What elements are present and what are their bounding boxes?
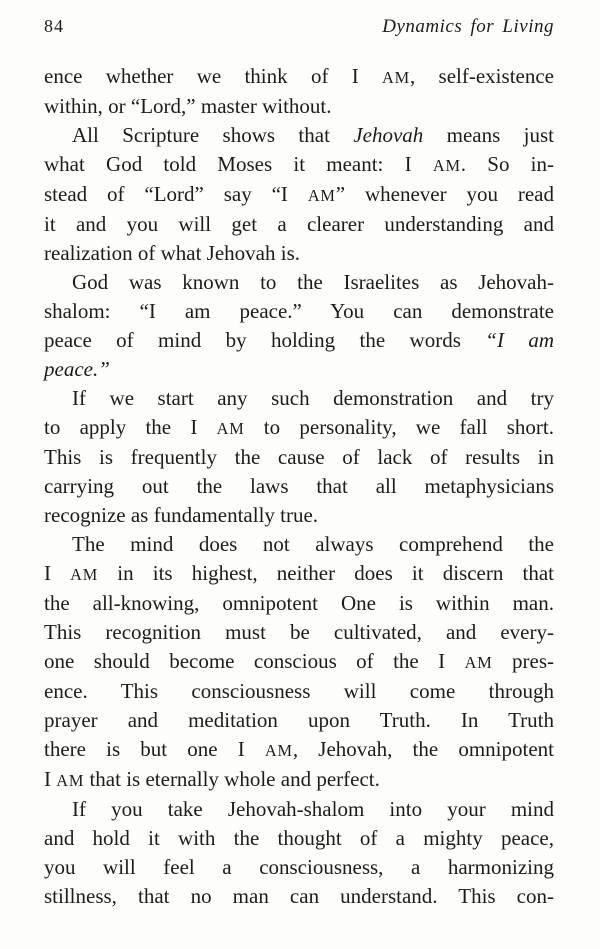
smallcaps-text: AM — [56, 771, 85, 790]
text-line — [44, 472, 554, 501]
text-line — [44, 297, 554, 326]
text-line — [44, 150, 554, 180]
text-line — [44, 765, 554, 795]
text-line — [44, 647, 554, 677]
text-line — [44, 795, 554, 824]
text-segment: . So in- — [460, 152, 554, 176]
text-segment: The mind does not always comprehend the — [72, 532, 554, 556]
text-line — [44, 735, 554, 765]
text-segment: one should become conscious of the I — [44, 649, 465, 673]
text-line — [44, 618, 554, 647]
text-segment: realization of what Jehovah is. — [44, 241, 300, 265]
text-segment: means just — [423, 123, 554, 147]
paragraph — [44, 121, 554, 268]
text-segment: stead of “Lord” say “I — [44, 182, 308, 206]
text-line — [44, 268, 554, 297]
page-header — [44, 14, 554, 39]
text-line — [44, 326, 554, 355]
text-segment: you will feel a consciousness, a harmonizing — [44, 855, 554, 879]
paragraph — [44, 530, 554, 795]
text-segment: peace of mind by holding the words — [44, 328, 486, 352]
text-line — [44, 62, 554, 92]
italic-text: “I am — [485, 328, 554, 352]
text-segment: carrying out the laws that all metaphysicians — [44, 474, 554, 498]
text-segment: within, or “Lord,” master without. — [44, 94, 332, 118]
text-line — [44, 180, 554, 210]
page-body — [44, 62, 554, 911]
text-segment: If you take Jehovah-shalom into your mind — [72, 797, 554, 821]
smallcaps-text: AM — [70, 565, 99, 584]
text-line — [44, 239, 554, 268]
text-segment: All Scripture shows that — [72, 123, 354, 147]
smallcaps-text: AM — [264, 741, 293, 760]
text-segment: God was known to the Israelites as Jehovah- — [72, 270, 554, 294]
text-segment: and hold it with the thought of a mighty peace, — [44, 826, 554, 850]
text-line — [44, 530, 554, 559]
text-segment: ” whenever you read — [335, 182, 554, 206]
text-segment: stillness, that no man can understand. This con- — [44, 884, 554, 908]
text-segment: , self-existence — [410, 64, 554, 88]
text-line — [44, 853, 554, 882]
text-segment: the all-knowing, omnipotent One is within man. — [44, 591, 554, 615]
text-segment: what God told Moses it meant: I — [44, 152, 433, 176]
text-line — [44, 413, 554, 443]
text-segment: If we start any such demonstration and try — [72, 386, 554, 410]
text-segment: ence. This consciousness will come through — [44, 679, 554, 703]
paragraph — [44, 62, 554, 121]
smallcaps-text: AM — [382, 68, 410, 87]
text-segment: to personality, we fall short. — [244, 415, 554, 439]
text-segment: This is frequently the cause of lack of results in — [44, 445, 554, 469]
italic-text: Jehovah — [353, 123, 424, 147]
text-segment: prayer and meditation upon Truth. In Truth — [44, 708, 554, 732]
text-segment: shalom: “I am peace.” You can demonstrate — [44, 299, 554, 323]
text-line — [44, 355, 554, 384]
text-line — [44, 706, 554, 735]
text-line — [44, 824, 554, 853]
text-segment: I — [44, 561, 71, 585]
text-segment: , Jehovah, the omnipotent — [292, 737, 554, 761]
text-segment: pres- — [492, 649, 554, 673]
text-segment: it and you will get a clearer understanding and — [44, 212, 554, 236]
text-line — [44, 501, 554, 530]
text-segment: in its highest, neither does it discern that — [98, 561, 555, 585]
text-line — [44, 210, 554, 239]
smallcaps-text: AM — [216, 419, 245, 438]
text-line — [44, 882, 554, 911]
text-segment: to apply the I — [44, 415, 217, 439]
paragraph — [44, 268, 554, 384]
text-segment: ence whether we think of I — [44, 64, 383, 88]
text-line — [44, 384, 554, 413]
text-line — [44, 92, 554, 121]
text-line — [44, 443, 554, 472]
smallcaps-text: AM — [307, 186, 336, 205]
smallcaps-text: AM — [464, 653, 493, 672]
paragraph — [44, 795, 554, 911]
running-title: Dynamics for Living — [382, 16, 554, 37]
page-number: 84 — [44, 16, 64, 36]
italic-text: peace.” — [44, 357, 110, 381]
text-line — [44, 589, 554, 618]
text-segment: there is but one I — [44, 737, 265, 761]
text-segment: I — [44, 767, 57, 791]
text-line — [44, 121, 554, 150]
smallcaps-text: AM — [432, 156, 461, 175]
paragraph — [44, 384, 554, 530]
text-segment: This recognition must be cultivated, and every- — [44, 620, 554, 644]
text-segment: recognize as fundamentally true. — [44, 503, 319, 527]
text-line — [44, 677, 554, 706]
text-line — [44, 559, 554, 589]
text-segment: that is eternally whole and perfect. — [84, 767, 380, 791]
